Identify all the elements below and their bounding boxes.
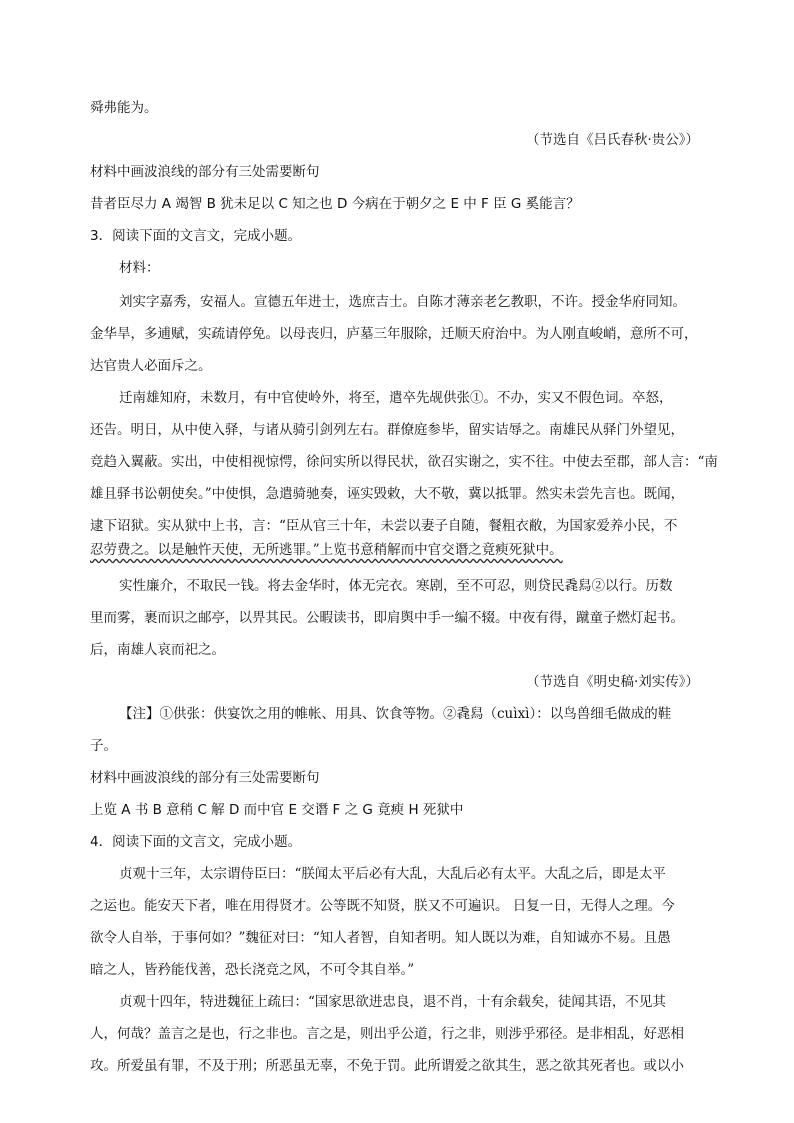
text-line: 雄且驿书讼朝使矣。”中使惧，急遣骑驰奏，诬实毁敕，大不敬，冀以抵罪。然实未尝先言也。既闻， bbox=[90, 486, 685, 502]
question-heading: 4．阅读下面的文言文，完成小题。 bbox=[90, 834, 302, 850]
material-label: 材料： bbox=[119, 260, 160, 276]
text-line: 暗之人，皆矜能伐善，恐长浇竞之风，不可令其自举。” bbox=[90, 962, 415, 978]
text-line: 达官贵人必面斥之。 bbox=[90, 358, 212, 374]
text-line: 还告。明日，从中使入驿，与诸从骑引剑列左右。群僚庭参毕，留实诘辱之。南雄民从驿门外望见， bbox=[90, 422, 684, 438]
text-line: 迁南雄知府，未数月，有中官使岭外，将至，遣卒先觇供张①。不办，实又不假色词。卒怒， bbox=[119, 390, 673, 406]
answer-options: 昔者臣尽力 A 竭智 B 犹未足以 C 知之也 D 今病在于朝夕之 E 中 F 臣 G 奚能言？ bbox=[90, 196, 580, 212]
wavy-underlined-line: 忍劳费之。以是触忤天使，无所逃罪。”上览书意稍解而中官交谮之竟瘐死狱中。 bbox=[90, 542, 563, 558]
text-line: 舜弗能为。 bbox=[90, 100, 158, 116]
text-line: 攻。所爱虽有罪，不及于刑；所恶虽无辜，不免于罚。此所谓爱之欲其生，恶之欲其死者也。或以小 bbox=[90, 1058, 684, 1074]
annotation-note: 【注】①供张：供宴饮之用的帷帐、用具、饮食等物。②毳舄（cuìxì）：以鸟兽细毛做成的鞋 bbox=[119, 706, 672, 722]
answer-options: 上览 A 书 B 意稍 C 解 D 而中官 E 交谮 F 之 G 竟瘐 H 死狱中 bbox=[90, 802, 464, 818]
text-line: 金华旱，多逋赋，实疏请停免。以母丧归，庐墓三年服除，迁顺天府治中。为人刚直峻峭，意所不可， bbox=[90, 326, 698, 342]
source-citation: （节选自《吕氏春秋·贵公》） bbox=[525, 132, 699, 148]
text-line: 刘实字嘉秀，安福人。宣德五年进士，选庶吉士。自陈才薄亲老乞教职，不许。授金华府同知。 bbox=[119, 294, 686, 310]
question-prompt: 材料中画波浪线的部分有三处需要断句 bbox=[90, 164, 320, 180]
annotation-note: 子。 bbox=[90, 738, 117, 754]
source-citation: （节选自《明史稿·刘实传》） bbox=[525, 674, 699, 690]
text-line: 逮下诏狱。实从狱中上书，言：“臣从官三十年，未尝以妻子自随，餐粗衣敝，为国家爱养小民，不 bbox=[90, 518, 678, 534]
question-heading: 3．阅读下面的文言文，完成小题。 bbox=[90, 228, 302, 244]
text-line: 里而雾，裹而识之邮亭，以畀其民。公暇读书，即肩舆中手一编不辍。中夜有得，蹴童子燃灯起书。 bbox=[90, 610, 684, 626]
text-line: 欲令人自举，于事何如？”魏征对曰：“知人者智，自知者明。知人既以为难，自知诚亦不易。且愚 bbox=[90, 930, 671, 946]
text-line: 贞观十四年，特进魏征上疏曰：“国家思欲进忠良，退不肖，十有余载矣，徒闻其语，不见其 bbox=[119, 994, 666, 1010]
text-line: 实性廉介，不取民一钱。将去金华时，体无完衣。寒剧，至不可忍，则贷民毳舄②以行。历数 bbox=[119, 578, 673, 594]
text-line: 贞观十三年，太宗谓侍臣曰：“朕闻太平后必有大乱，大乱后必有太平。大乱之后，即是太平 bbox=[119, 866, 666, 882]
question-prompt: 材料中画波浪线的部分有三处需要断句 bbox=[90, 770, 320, 786]
text-line: 竞趋入翼蔽。实出，中使相视惊愕，徐问实所以得民状，欲召实谢之，实不往。中使去至郡，部人言：“南 bbox=[90, 454, 718, 470]
text-line: 之运也。能安天下者，唯在用得贤才。公等既不知贤，朕又不可遍识。 日复一日，无得人之理。今 bbox=[90, 898, 675, 914]
text-line: 人，何哉？盖言之是也，行之非也。言之是，则出乎公道，行之非，则涉乎邪径。是非相乱，好恶相 bbox=[90, 1026, 684, 1042]
text-line: 后，南雄人哀而祀之。 bbox=[90, 642, 225, 658]
